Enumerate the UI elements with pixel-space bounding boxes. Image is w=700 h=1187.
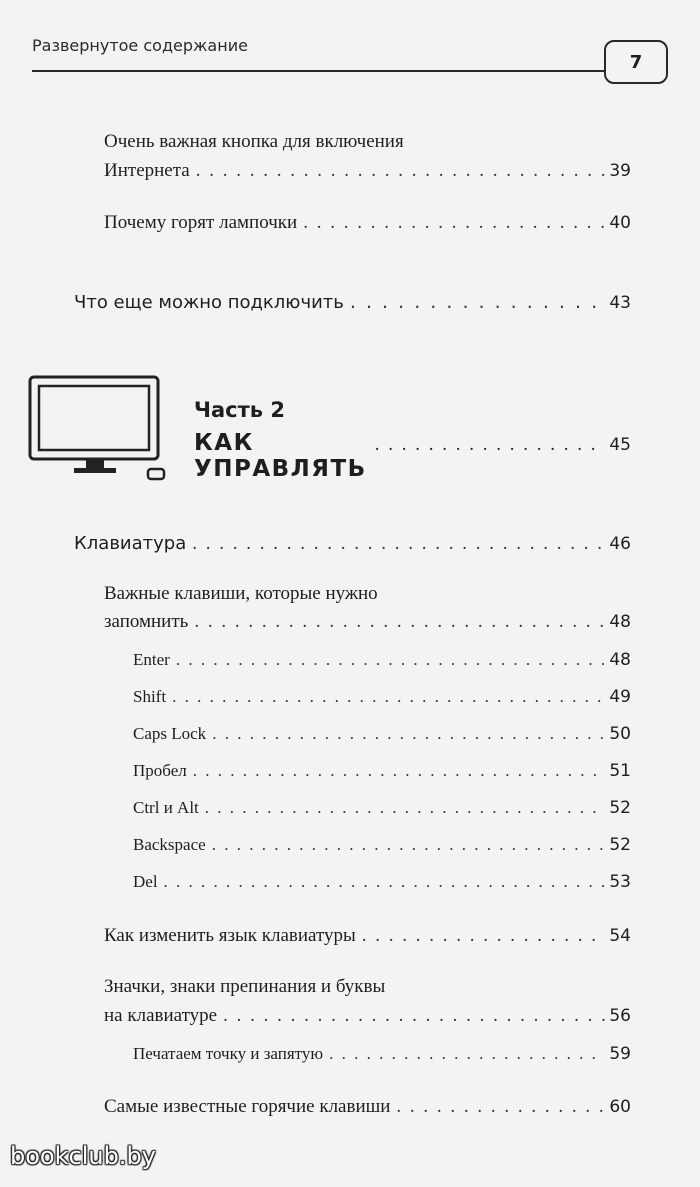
dot-leader [303, 209, 605, 237]
dot-leader [212, 720, 605, 748]
toc-entry-label: Что еще можно подключить [74, 292, 344, 313]
toc-entry-label: Ctrl и Alt [133, 798, 199, 817]
toc-entry-label: Del [133, 872, 158, 891]
toc-section-entry[interactable] [74, 530, 631, 558]
dot-leader [362, 922, 606, 950]
dot-leader [176, 646, 606, 674]
part-title: КАК УПРАВЛЯТЬ [194, 430, 367, 482]
dot-leader [196, 157, 606, 185]
dot-leader [205, 794, 606, 822]
toc-subentry[interactable] [133, 757, 631, 785]
toc-entry[interactable] [104, 608, 631, 636]
toc-entry-page: 60 [609, 1097, 631, 1117]
toc-subentry[interactable] [133, 831, 631, 859]
toc-entry[interactable] [104, 922, 631, 950]
toc-entry-label: запомнить [104, 611, 189, 632]
toc-entry-page: 51 [609, 761, 631, 781]
dot-leader [375, 434, 606, 456]
toc-entry-line1: Важные клавиши, которые нужно [104, 583, 378, 604]
toc-entry-page: 52 [609, 835, 631, 855]
dot-leader [192, 530, 605, 558]
dot-leader [350, 288, 605, 316]
toc-entry-page: 45 [609, 435, 631, 455]
toc-entry-line1: Значки, знаки препинания и буквы [104, 976, 386, 997]
page-number: 7 [629, 51, 643, 73]
toc-entry-label: на клавиатуре [104, 1005, 218, 1026]
toc-entry-page: 50 [609, 724, 631, 744]
toc-subentry[interactable] [133, 646, 631, 674]
toc-entry-label: Enter [133, 650, 170, 669]
toc-entry-page: 48 [609, 650, 631, 670]
toc-entry-page: 40 [609, 213, 631, 233]
dot-leader [164, 868, 606, 896]
toc-entry-page: 56 [609, 1006, 631, 1026]
toc-entry-label: Caps Lock [133, 724, 207, 743]
toc-entry[interactable] [104, 209, 631, 237]
toc-entry-label: Backspace [133, 835, 206, 854]
toc-entry-page: 52 [609, 798, 631, 818]
toc-entry-page: 49 [609, 687, 631, 707]
part-label: Часть 2 [194, 398, 285, 422]
toc-entry-label: Клавиатура [74, 533, 187, 554]
toc-entry-page: 39 [609, 161, 631, 181]
toc-entry-page: 59 [609, 1044, 631, 1064]
dot-leader [396, 1093, 605, 1121]
toc-entry-line1: Очень важная кнопка для включения [104, 131, 404, 152]
toc-entry-label: Как изменить язык клавиатуры [104, 925, 356, 946]
header-rule [32, 70, 604, 72]
toc-entry[interactable] [104, 1093, 631, 1121]
toc-entry-label: Shift [133, 687, 167, 706]
toc-entry[interactable] [104, 157, 631, 185]
toc-entry-page: 48 [609, 612, 631, 632]
dot-leader [223, 1002, 605, 1030]
toc-entry[interactable] [104, 1002, 631, 1030]
dot-leader [329, 1040, 605, 1068]
watermark: bookclub.by [10, 1142, 156, 1170]
toc-entry-page: 46 [609, 534, 631, 554]
dot-leader [193, 757, 606, 785]
dot-leader [194, 608, 605, 636]
toc-subentry[interactable] [133, 720, 631, 748]
toc-entry-page: 53 [609, 872, 631, 892]
monitor-icon [28, 374, 168, 486]
toc-entry-page: 54 [609, 926, 631, 946]
toc-subentry[interactable] [133, 1040, 631, 1068]
toc-entry-label: Пробел [133, 761, 187, 780]
toc-subentry[interactable] [133, 794, 631, 822]
toc-subentry[interactable] [133, 683, 631, 711]
toc-subentry[interactable] [133, 868, 631, 896]
running-header: Развернутое содержание [32, 36, 248, 55]
toc-entry-label: Печатаем точку и запятую [133, 1044, 324, 1063]
page-number-box [604, 40, 668, 84]
toc-entry-page: 43 [609, 293, 631, 313]
toc-entry-label: Почему горят лампочки [104, 212, 298, 233]
dot-leader [212, 831, 606, 859]
toc-entry-label: Самые известные горячие клавиши [104, 1096, 391, 1117]
toc-entry-label: Интернета [104, 160, 190, 181]
toc-part-entry[interactable] [194, 430, 631, 482]
toc-section-entry[interactable] [74, 288, 631, 317]
dot-leader [172, 683, 605, 711]
